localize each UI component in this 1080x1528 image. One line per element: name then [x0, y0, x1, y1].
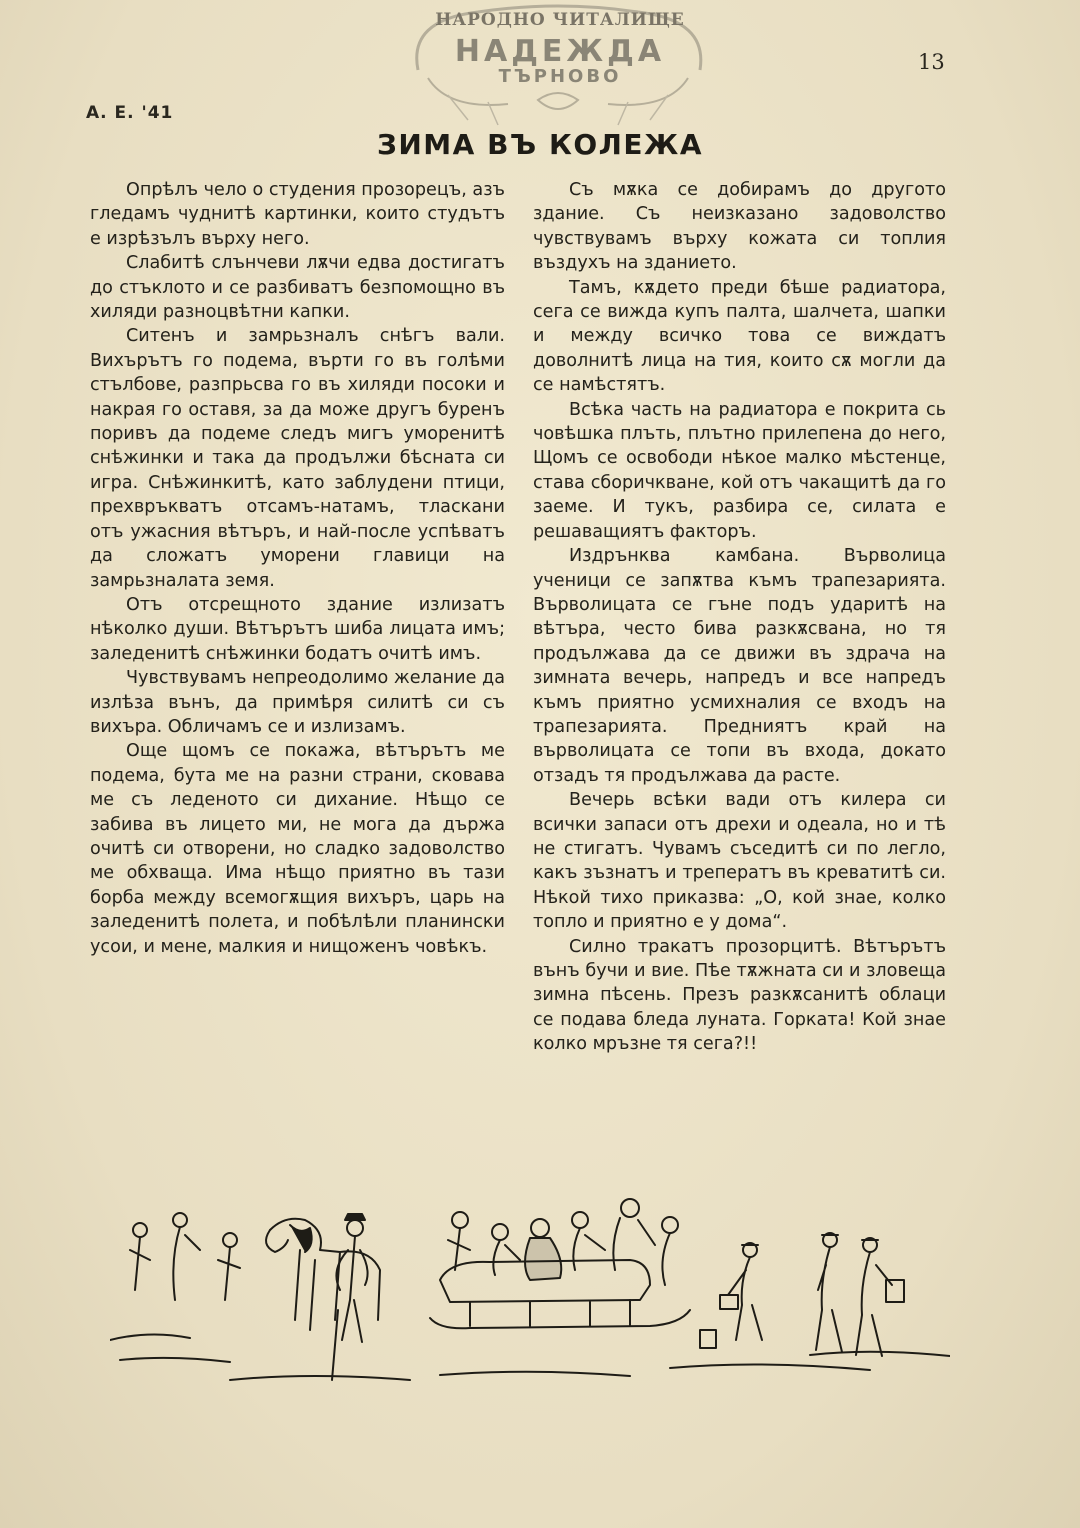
right-column: [533, 178, 946, 1057]
paragraph: Съ мѫка се добирамъ до другото здание. Съ неизказано задоволство чувствувамъ върху кожата си топлия въздухъ на зданието.: [533, 180, 946, 274]
paragraph: Силно тракатъ прозорцитѣ. Вѣтърътъ вънъ бучи и вие. Пѣе тѫжната си и зловеща зимна пѣсень. Презъ разкѫсанитѣ облаци се подава бледа луната. Горката! Кой знае колко мръзне тя сега?!!: [533, 936, 946, 1055]
paragraph: Още щомъ се покажа, вѣтърътъ ме подема, бута ме на разни страни, сковава ме съ леденото си дихание. Нѣщо се забива въ лицето ми, не мога да държа очитѣ си отворени, но сладко задоволство ме обхваща. Има нѣщо приятно въ тази борба между всемогѫщия вихъръ, царь на заледенитѣ полета, и побѣлѣли планински усои, и мене, малкия и нищоженъ човѣкъ.: [90, 741, 505, 957]
paragraph: Ситенъ и замрьзналъ снѣгъ вали. Вихърътъ го подема, върти го въ голѣми стълбове, разпрьсва го въ хиляди посоки и накрая го оставя, за да може другъ буренъ поривъ да подеме следъ мигъ уморенитѣ снѣжинки и така да продължи бѣсната си игра. Снѣжинкитѣ, като заблудени птици, прехвръкватъ отсамъ-натамъ, тласкани отъ ужасния вѣтъръ, и най-после успѣватъ да сложатъ уморени главици на замрьзналата земя.: [90, 326, 505, 591]
winter-sleigh-scene-icon: [110, 1190, 950, 1390]
stamp-line-2: НАДЕЖДА: [454, 34, 666, 69]
paragraph: Опрѣлъ чело о студения прозорецъ, азъ гледамъ чуднитѣ картинки, които студътъ е изрѣзълъ върху него.: [90, 180, 505, 249]
paragraph: Вечерь всѣки вади отъ килера си всички запаси отъ дрехи и одеала, но и тѣ не стигатъ. Чувамъ съседитѣ си по легло, какъ зъзнатъ и треператъ въ креватитѣ си. Нѣкой тихо приказва: „О, кой знае, колко топло и приятно е у дома“.: [533, 790, 946, 933]
paragraph: Чувствувамъ непреодолимо желание да излѣза вънъ, да примѣря силитѣ си съ вихъра. Обличамъ се и излизамъ.: [90, 668, 505, 737]
left-column: [90, 178, 505, 959]
article-author: А. Е. '41: [86, 103, 174, 123]
stamp-line-3: ТЪРНОВО: [498, 66, 622, 87]
stamp-line-1: НАРОДНО ЧИТАЛИЩЕ: [435, 10, 685, 30]
paragraph: Слабитѣ слънчеви лѫчи едва достигатъ до стъклото и се разбиватъ безпомощно въ хиляди разноцвѣтни капки.: [90, 253, 505, 323]
paragraph: Издрънква камбана. Върволица ученици се запѫтва къмъ трапезарията. Върволицата се гъне подъ ударитѣ на вѣтъра, често бива разкѫсвана, но тя продължава да се движи въ здрача на зимната вечерь, напредъ и все напредъ къмъ приятно усмихналия се входъ на трапезарията. Предниятъ край на върволицата се топи въ входа, докато отзадъ тя продължава да расте.: [533, 546, 946, 786]
paragraph: Тамъ, кѫдето преди бѣше радиатора, сега се вижда купъ палта, шалчета, шапки и между всичко това се виждатъ доволнитѣ лица на тия, които сѫ могли да се намѣстятъ.: [533, 277, 946, 396]
article-title: ЗИМА ВЪ КОЛЕЖА: [376, 128, 704, 161]
paragraph: Отъ отсрещното здание излизатъ нѣколко души. Вѣтърътъ шиба лицата имъ; заледенитѣ снѣжинки бодатъ очитѣ имъ.: [90, 594, 505, 664]
page-number: 13: [918, 50, 945, 74]
paragraph: Всѣка часть на радиатора е покрита сь човѣшка плъть, плътно прилепена до него, Щомъ се освободи нѣкое малко мѣстенце, става сборичкване, кой отъ чакащитѣ да го заеме. И тукъ, разбира се, силата е решаващиятъ факторъ.: [533, 399, 946, 542]
